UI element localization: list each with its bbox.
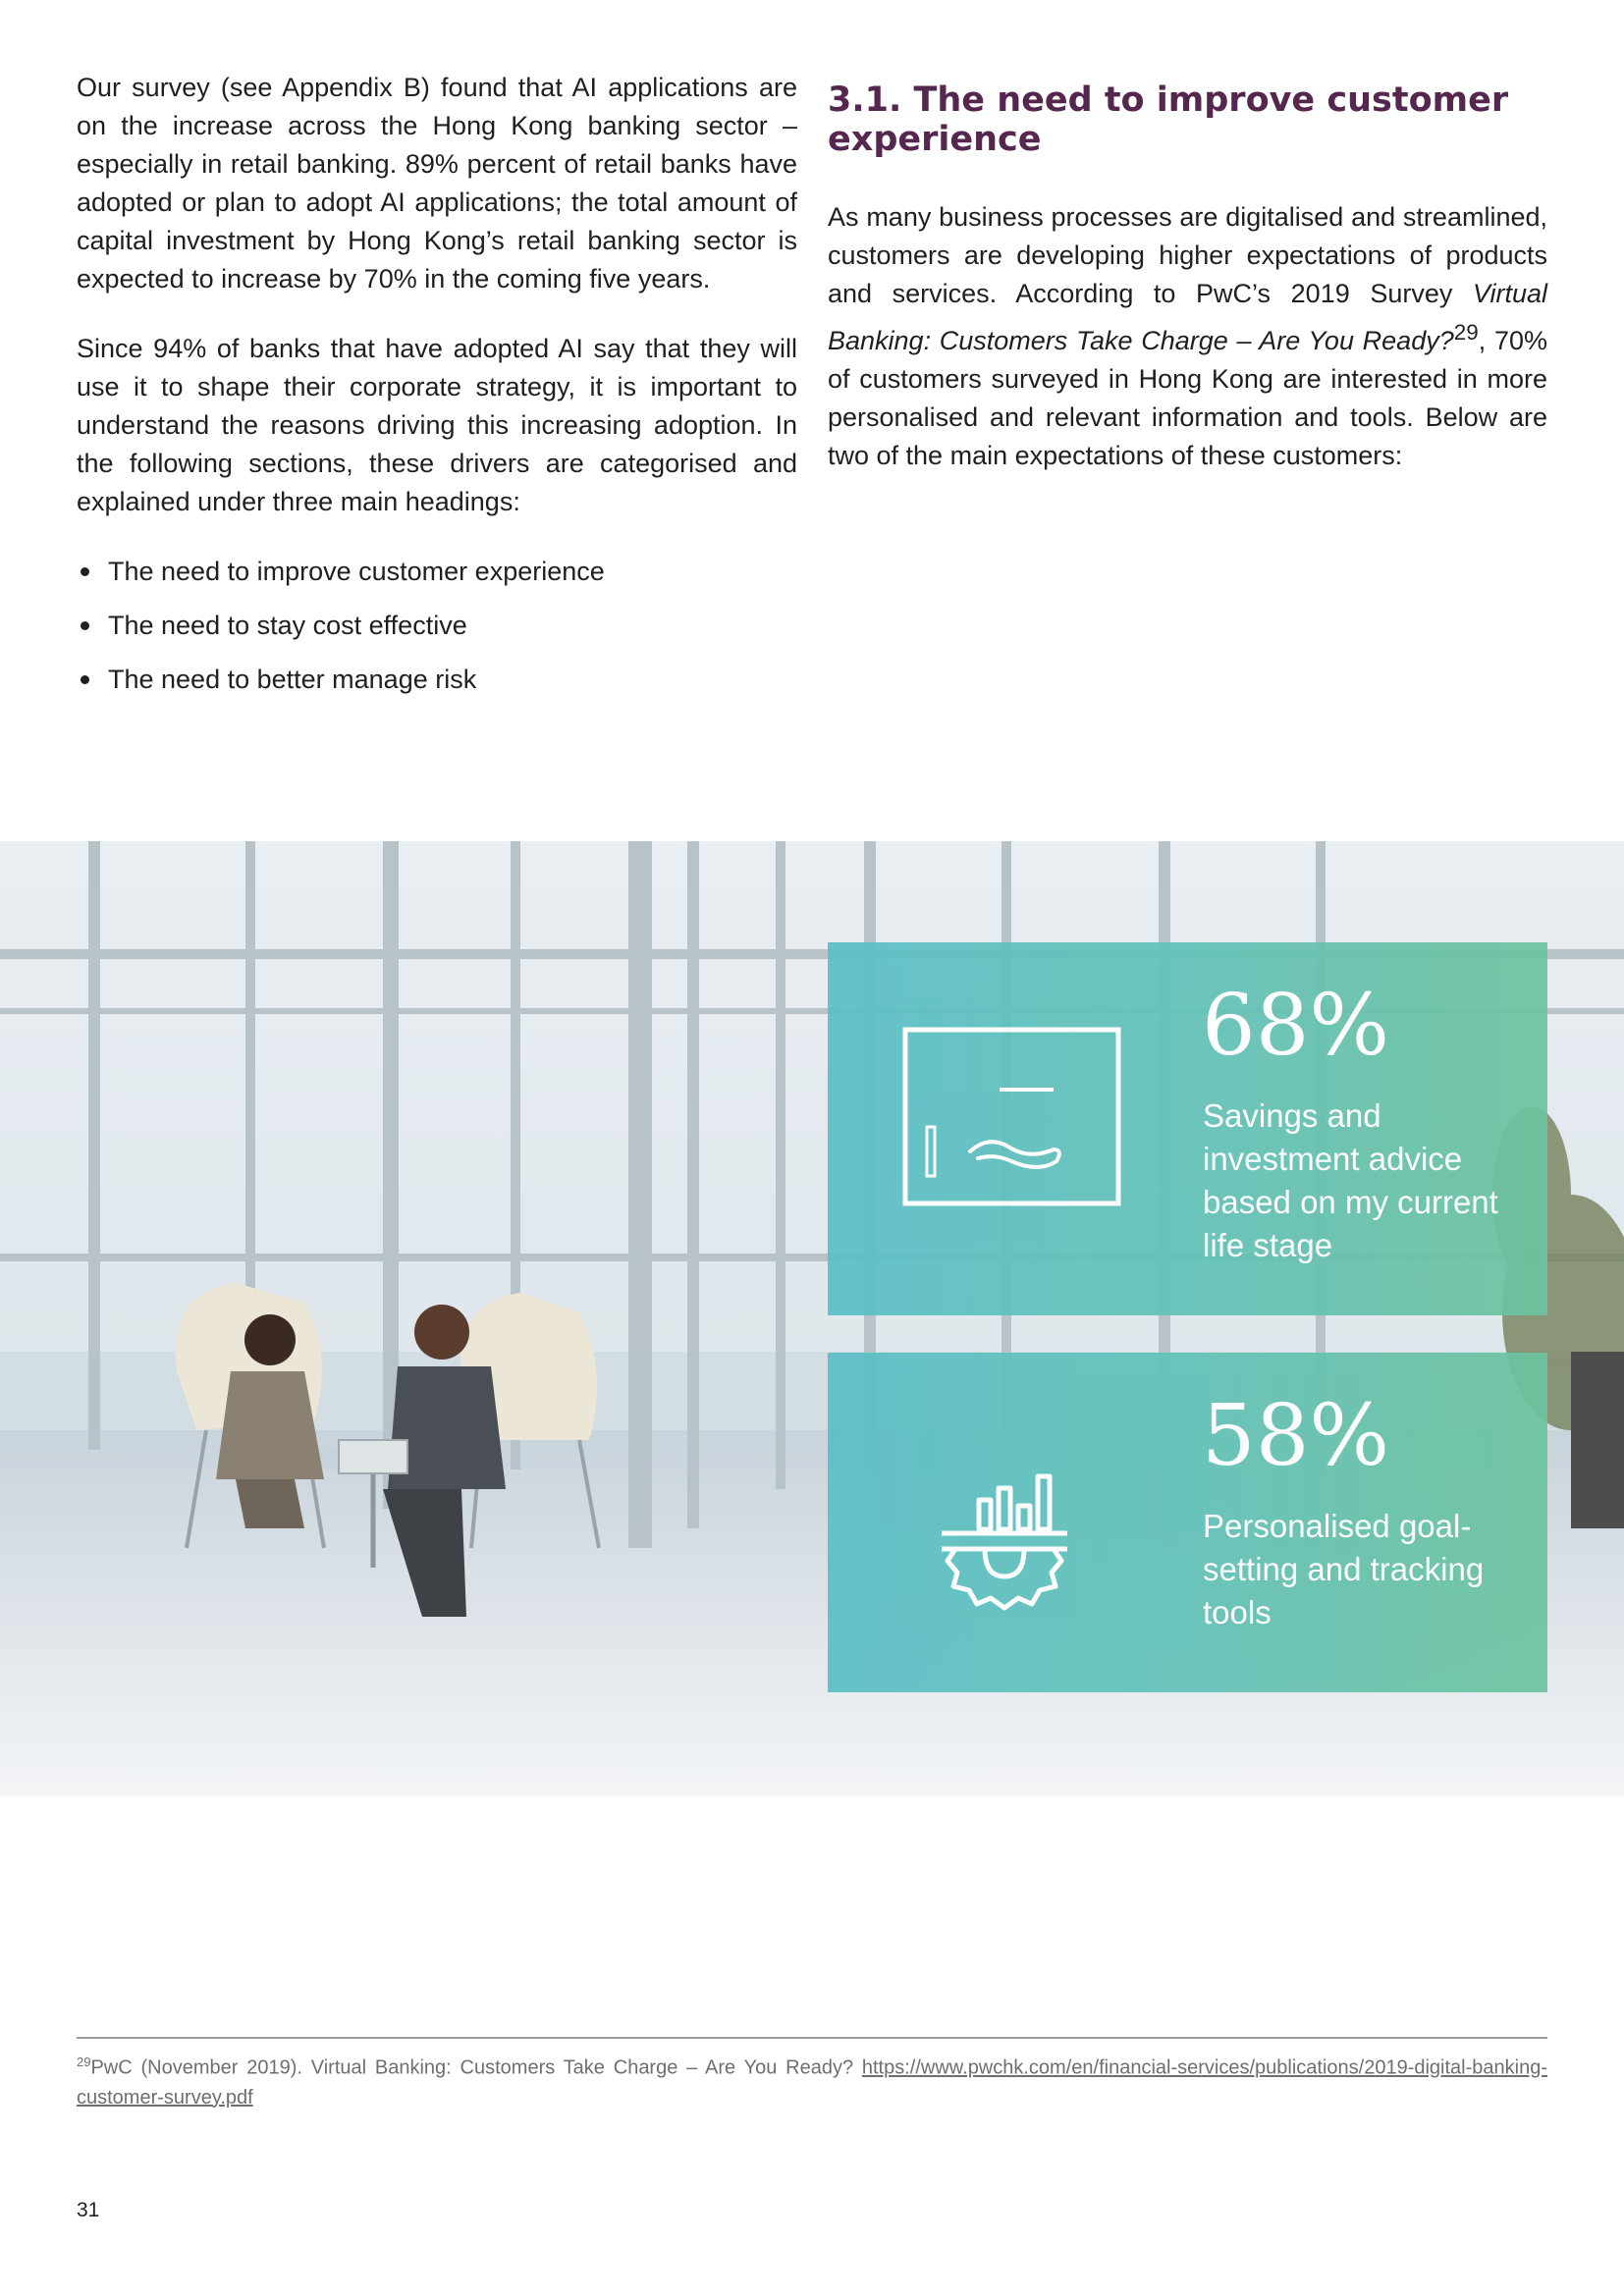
list-item: The need to better manage risk [77, 661, 797, 699]
gear-chart-icon [936, 1470, 1073, 1613]
drivers-paragraph: Since 94% of banks that have adopted AI say that they will use it to shape their corporate strategy, it is important to understand the reasons driving this increasing adoption. In the following sections, these drivers are categorised and explained under three main headings: [77, 334, 797, 516]
stat-label: Savings and investment advice based on my current life stage [1203, 1097, 1498, 1263]
list-item: The need to improve customer experience [77, 553, 797, 591]
footnote-divider [77, 2037, 1547, 2039]
wallet-icon [901, 1026, 1122, 1207]
right-column [828, 80, 1547, 475]
footnote-number: 29 [77, 2055, 91, 2069]
drivers-list [77, 553, 797, 699]
stat-value: 68% [1202, 977, 1390, 1075]
stat-label: Personalised goal-setting and tracking tools [1203, 1508, 1485, 1630]
paragraph-text: , 70% of customers surveyed in Hong Kong are interested in more personalised and relevant information and tools. Below are two of the main expectations of these customers: [828, 326, 1548, 470]
footnote-text: PwC (November 2019). Virtual Banking: Customers Take Charge – Are You Ready? [90, 2056, 862, 2079]
list-item: The need to stay cost effective [77, 607, 797, 645]
left-column [77, 69, 797, 715]
paragraph-text: As many business processes are digitalised and streamlined, customers are developing higher expectations of products and services. According to PwC’s 2019 Survey [828, 202, 1547, 308]
section-heading: 3.1. The need to improve customer experience [828, 80, 1509, 159]
stat-card-savings-advice [828, 942, 1547, 1315]
stat-value: 58% [1202, 1387, 1390, 1485]
footnote-reference: 29 [1453, 320, 1479, 345]
survey-title: Virtual Banking: Customers Take Charge – Are You Ready? [828, 279, 1547, 355]
footnote-link[interactable]: https://www.pwchk.com/en/financial-services/publications/2019-digital-banking-customer-survey.pdf [77, 2056, 1547, 2109]
stat-card-goal-tracking [828, 1353, 1547, 1692]
page-number: 31 [77, 2199, 100, 2221]
expectations-paragraph [828, 198, 1547, 475]
intro-paragraph: Our survey (see Appendix B) found that AI applications are on the increase across the Hong Kong banking sector – especially in retail banking. 89% percent of retail banks have adopted or plan to adopt AI applications; the total amount of capital investment by Hong Kong’s retail banking sector is expected to increase by 70% in the coming five years. [77, 73, 797, 294]
footnote [77, 2048, 1547, 2112]
